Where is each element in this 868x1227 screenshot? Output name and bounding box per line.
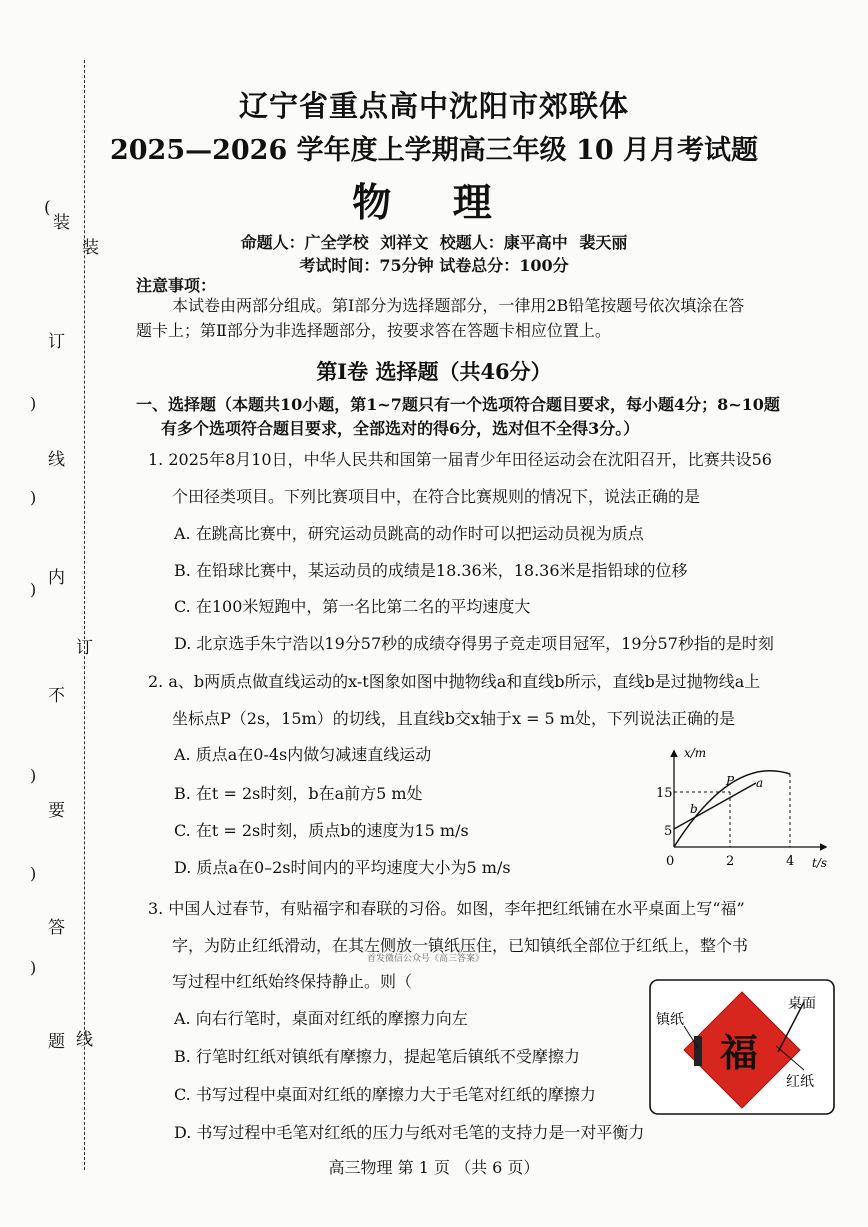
q1-option-b: B. 在铅球比赛中，某运动员的成绩是18.36米，18.36米是指铅球的位移: [174, 561, 688, 580]
q2-stem: 坐标点P（2s，15m）的切线，且直线b交x轴于x = 5 m处，下列说法正确的是: [172, 709, 735, 728]
q3-stem: 字，为防止红纸滑动，在其左侧放一镇纸压住，已知镇纸全部位于红纸上，整个书: [172, 936, 749, 955]
q1-stem: 1. 2025年8月10日，中华人民共和国第一届青少年田径运动会在沈阳召开，比赛共设56: [148, 450, 772, 469]
margin-paren: ): [30, 394, 37, 413]
margin-char: 要: [48, 801, 65, 821]
exam-organizer-title: 辽宁省重点高中沈阳市郊联体: [238, 89, 629, 123]
q3-option-c: C. 书写过程中桌面对红纸的摩擦力大于毛笔对红纸的摩擦力: [174, 1085, 596, 1104]
part-instructions: 一、选择题（本题共10小题，第1~7题只有一个选项符合题目要求，每小题4分；8~10题: [136, 395, 780, 414]
watermark-text: 首发微信公众号《高三答案》: [367, 954, 485, 964]
q3-option-a: A. 向右行笔时，桌面对红纸的摩擦力向左: [174, 1009, 468, 1028]
part-instructions: 有多个选项符合题目要求，全部选对的得6分，选对但不全得3分。）: [161, 419, 640, 438]
margin-paren: ): [30, 580, 37, 599]
label-paperweight: 镇纸: [656, 1012, 684, 1028]
q3-option-d: D. 书写过程中毛笔对红纸的压力与纸对毛笔的支持力是一对平衡力: [174, 1123, 645, 1142]
margin-paren: ): [30, 766, 37, 785]
authors-line: 命题人：广全学校 刘祥文 校题人：康平高中 裴天丽: [240, 233, 628, 252]
notes-heading: 注意事项：: [136, 276, 217, 295]
section-title: 第Ⅰ卷 选择题（共46分）: [316, 359, 552, 384]
margin-char: 订: [48, 332, 65, 352]
q2-xt-graph: [656, 745, 832, 873]
graph-point-p: P: [726, 774, 735, 788]
q2-stem: 2. a、b两质点做直线运动的x-t图象如图中抛物线a和直线b所示，直线b是过抛物线a上: [148, 672, 761, 691]
graph-x-label: t/s: [812, 856, 828, 870]
margin-paren: ): [30, 488, 37, 507]
q1-option-c: C. 在100米短跑中，第一名比第二名的平均速度大: [174, 597, 531, 616]
line-b: [674, 783, 756, 829]
margin-char: 不: [48, 686, 65, 706]
graph-curve-a-label: a: [756, 776, 764, 790]
subject-title: 物 理: [352, 180, 516, 226]
q1-option-a: A. 在跳高比赛中，研究运动员跳高的动作时可以把运动员视为质点: [174, 524, 644, 543]
exam-title: 2025—2026 学年度上学期高三年级 10 月月考试题: [109, 135, 759, 166]
q2-option-a: A. 质点a在0-4s内做匀减速直线运动: [174, 745, 432, 764]
margin-char: 线: [48, 450, 65, 470]
margin-char: 答: [48, 918, 65, 938]
exam-info: 考试时间：75分钟 试卷总分：100分: [299, 256, 569, 275]
fu-character: 福: [720, 1030, 759, 1075]
margin-char: 订: [76, 638, 93, 658]
page-footer: 高三物理 第 1 页 （共 6 页）: [328, 1158, 540, 1177]
q1-stem: 个田径类项目。下列比赛项目中，在符合比赛规则的情况下，说法正确的是: [172, 487, 701, 506]
q3-option-b: B. 行笔时红纸对镇纸有摩擦力，提起笔后镇纸不受摩擦力: [174, 1047, 580, 1066]
paperweight: [694, 1036, 702, 1066]
q3-stem: 3. 中国人过春节，有贴福字和春联的习俗。如图，李年把红纸铺在水平桌面上写“福”: [148, 899, 745, 918]
margin-paren: ): [30, 864, 37, 883]
margin-char: 线: [76, 1030, 93, 1050]
q1-option-d: D. 北京选手朱宁浩以19分57秒的成绩夺得男子竞走项目冠军，19分57秒指的是时刻: [174, 634, 774, 653]
q2-option-d: D. 质点a在0–2s时间内的平均速度大小为5 m/s: [174, 858, 511, 877]
margin-paren: ): [30, 958, 37, 977]
graph-y-tick: 5: [664, 824, 673, 839]
q3-stem: 写过程中红纸始终保持静止。则（: [172, 972, 413, 991]
q3-fu-figure: [648, 978, 836, 1116]
margin-char: 装: [82, 238, 99, 258]
q2-option-c: C. 在t = 2s时刻，质点b的速度为15 m/s: [174, 821, 469, 840]
q2-option-b: B. 在t = 2s时刻，b在a前方5 m处: [174, 784, 423, 803]
graph-y-tick: 15: [656, 786, 673, 801]
notes-line: 题卡上；第Ⅱ部分为非选择题部分，按要求答在答题卡相应位置上。: [136, 321, 611, 340]
margin-char: 内: [48, 568, 65, 588]
label-desk: 桌面: [788, 996, 816, 1012]
margin-char: 装: [53, 213, 70, 233]
margin-paren: (: [44, 198, 51, 218]
label-red-paper: 红纸: [786, 1074, 814, 1090]
graph-y-label: x/m: [684, 746, 707, 760]
margin-char: 题: [48, 1032, 65, 1052]
graph-origin: 0: [666, 854, 675, 869]
notes-line: 本试卷由两部分组成。第Ⅰ部分为选择题部分，一律用2B铅笔按题号依次填涂在答: [172, 296, 745, 315]
graph-x-tick: 4: [786, 854, 795, 869]
graph-line-b-label: b: [690, 802, 698, 816]
graph-x-tick: 2: [726, 854, 735, 869]
